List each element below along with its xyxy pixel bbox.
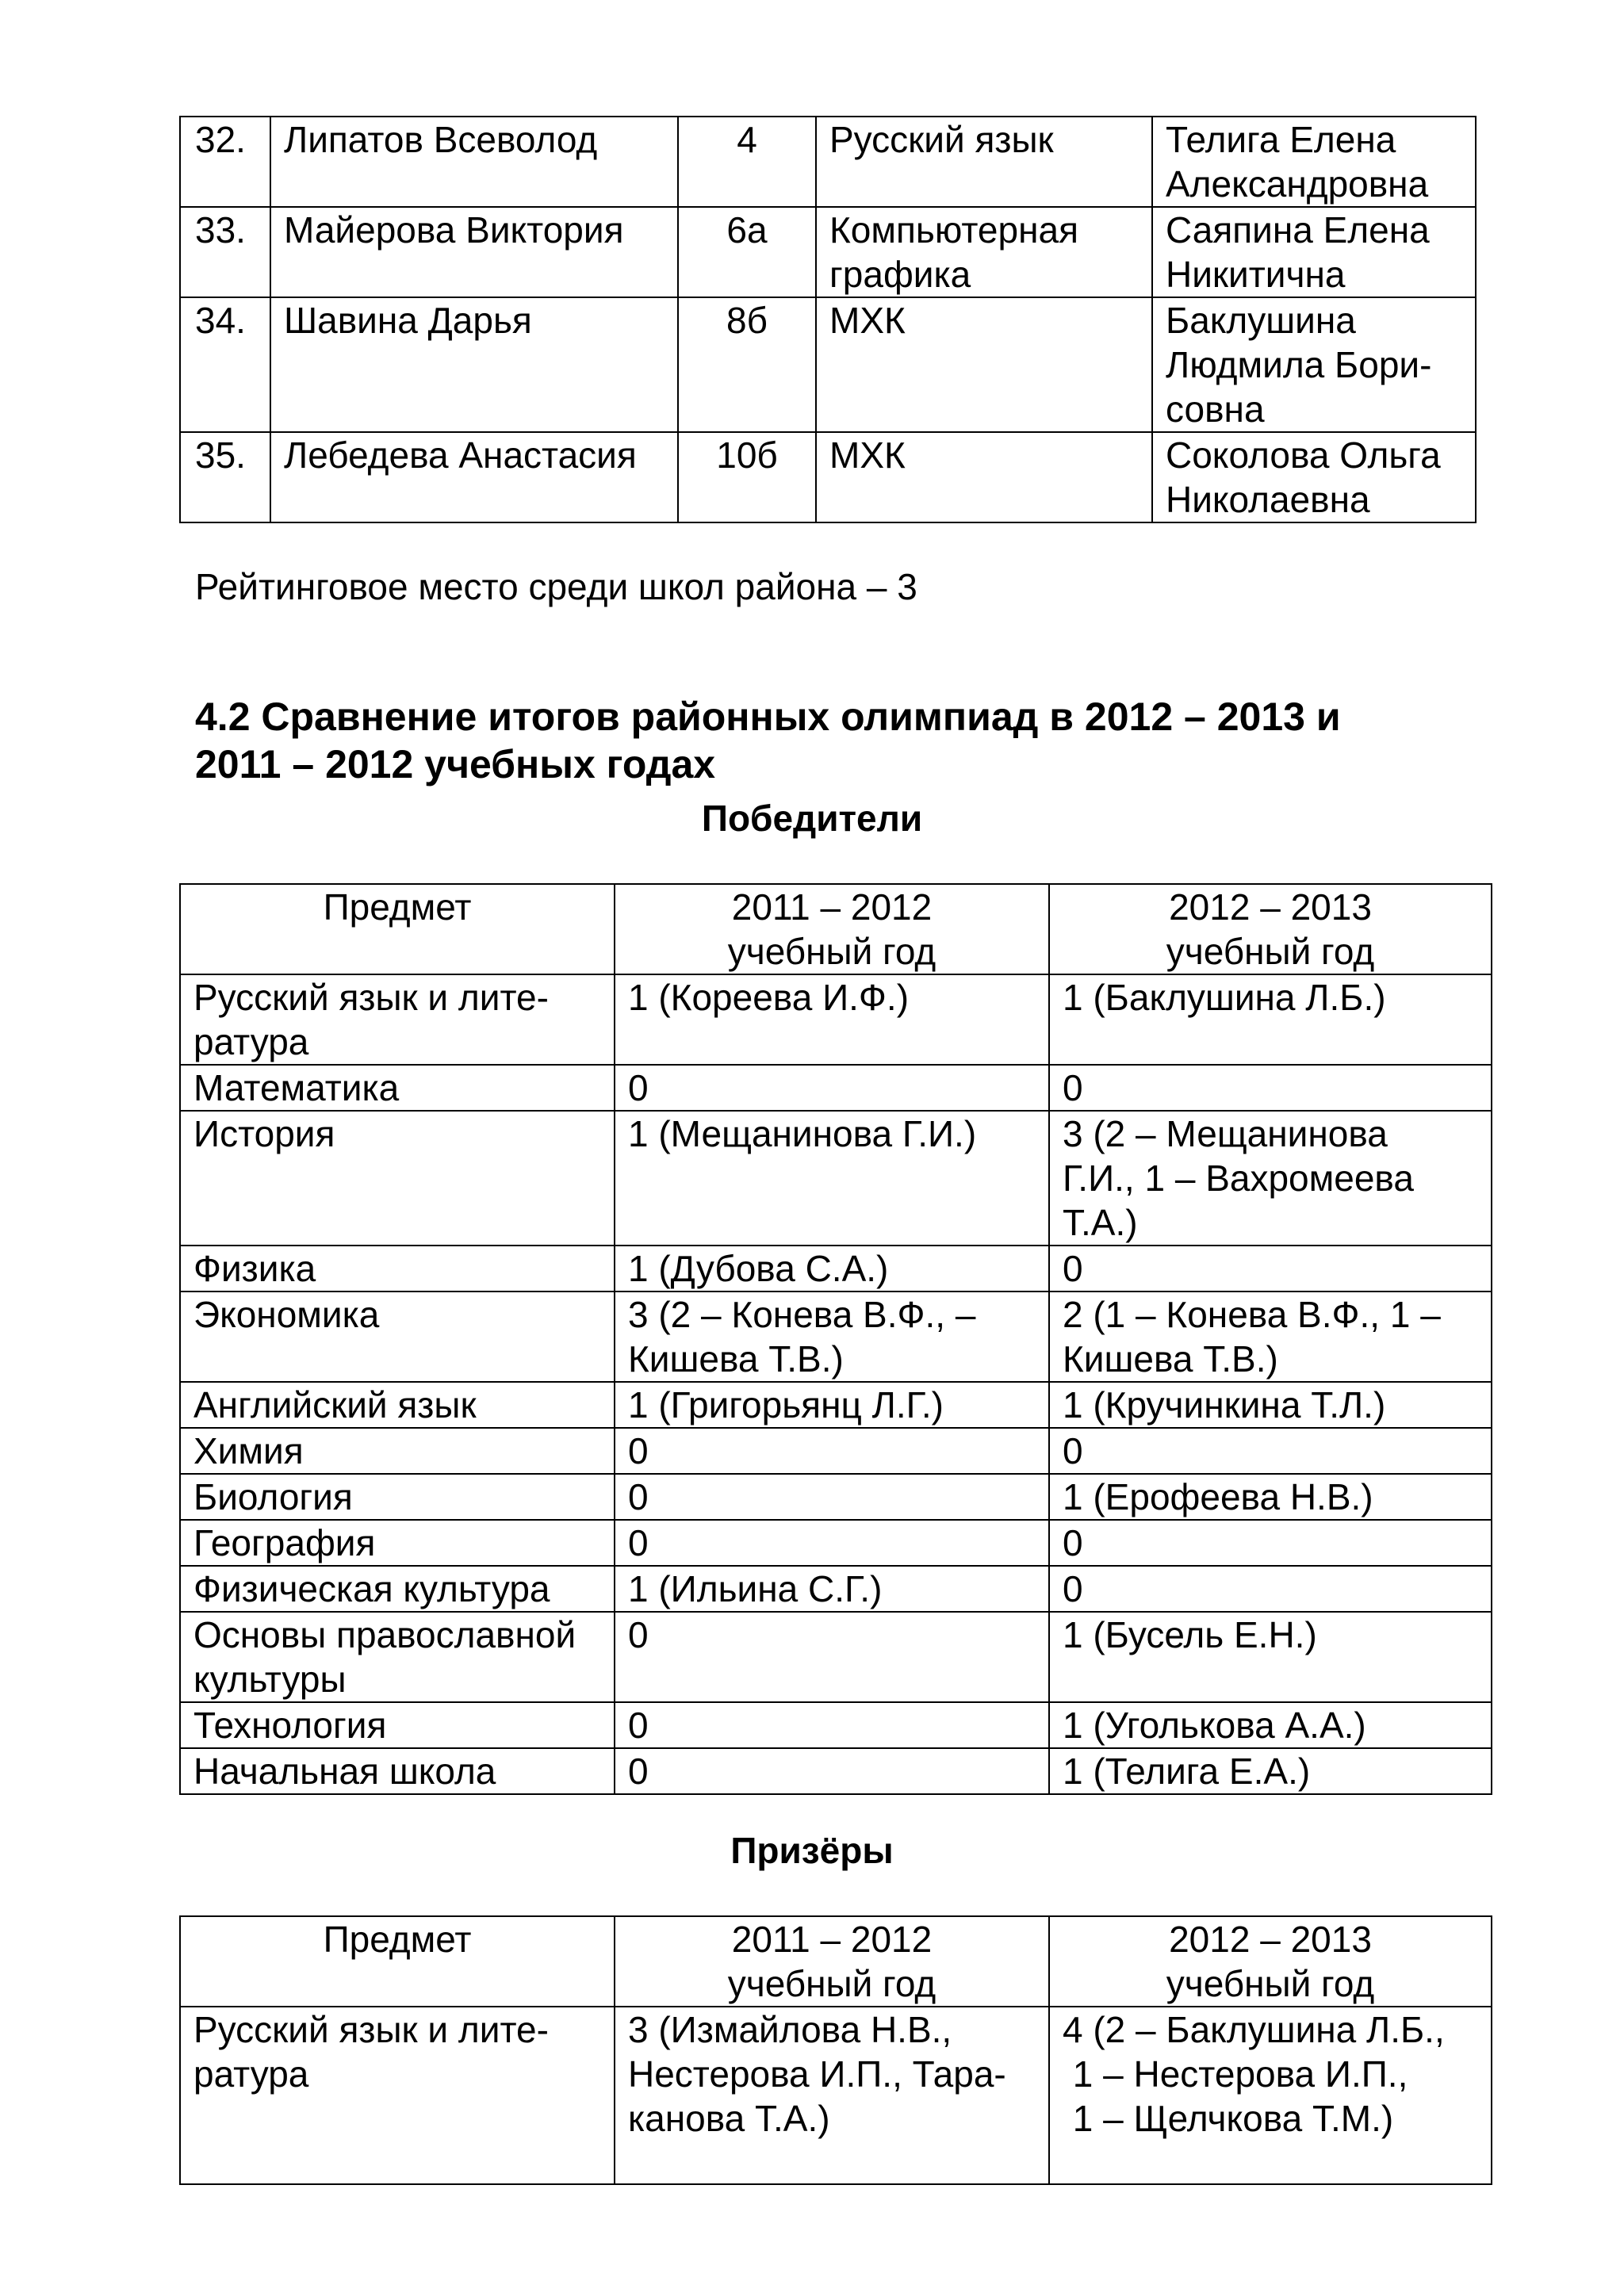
student-name: Липатов Всеволод: [270, 117, 678, 207]
cell-line: 0: [1063, 1248, 1083, 1289]
cell-line: 0: [628, 1522, 649, 1563]
row-year2-value: [1049, 1065, 1492, 1111]
teacher-line: Никитична: [1166, 254, 1346, 295]
teacher-line: Телига Елена: [1166, 119, 1396, 160]
cell-line: География: [193, 1522, 376, 1563]
cell-line: Нестерова И.П., Тара-: [628, 2053, 1006, 2095]
row-subject: [180, 2007, 615, 2184]
cell-line: ратура: [193, 1021, 309, 1062]
cell-line: 1 (Кореева И.Ф.): [628, 977, 910, 1018]
row-year2-value: [1049, 1111, 1492, 1246]
cell-line: 1 – Нестерова И.П.,: [1063, 2053, 1408, 2095]
table-row: [180, 974, 1492, 1065]
cell-line: 1 (Бусель Е.Н.): [1063, 1614, 1317, 1655]
table-row: [180, 1702, 1492, 1748]
cell-line: Математика: [193, 1067, 400, 1108]
row-subject: [180, 1428, 615, 1474]
table-row: [180, 1292, 1492, 1382]
teacher-line: Николаевна: [1166, 479, 1370, 520]
cell-line: 0: [1063, 1067, 1083, 1108]
teacher-line: Соколова Ольга: [1166, 434, 1441, 476]
cell-line: История: [193, 1113, 335, 1154]
cell-line: Физика: [193, 1248, 316, 1289]
row-year1-value: [615, 1065, 1049, 1111]
row-year2-value: [1049, 1382, 1492, 1428]
row-subject: [180, 1382, 615, 1428]
section-heading-line: 2011 – 2012 учебных годах: [195, 742, 716, 786]
cell-line: 1 (Баклушина Л.Б.): [1063, 977, 1386, 1018]
cell-line: 1 (Телига Е.А.): [1063, 1751, 1311, 1792]
header-line: 2011 – 2012: [731, 1919, 933, 1960]
row-number: 32.: [180, 117, 270, 207]
subject-line: Компьютерная: [829, 209, 1078, 251]
row-year2-value: [1049, 974, 1492, 1065]
row-subject: [180, 974, 615, 1065]
row-year2-value: [1049, 1246, 1492, 1292]
cell-line: 0: [628, 1614, 649, 1655]
table-row: [180, 117, 1476, 207]
row-subject: [180, 1702, 615, 1748]
teacher-line: Александровна: [1166, 163, 1429, 205]
table-row: [180, 207, 1476, 297]
cell-line: Русский язык и лите-: [193, 2009, 549, 2050]
header-subject: Предмет: [180, 1916, 615, 2007]
cell-line: Начальная школа: [193, 1751, 496, 1792]
row-subject: [180, 1566, 615, 1612]
row-subject: [180, 1065, 615, 1111]
cell-line: 1 (Дубова С.А.): [628, 1248, 889, 1289]
table-row: [180, 1612, 1492, 1702]
row-year2-value: [1049, 1292, 1492, 1382]
header-line: 2012 – 2013: [1169, 886, 1372, 928]
table-row: [180, 1520, 1492, 1566]
row-subject: [180, 1111, 615, 1246]
row-number: 34.: [180, 297, 270, 432]
student-subject: [816, 207, 1152, 297]
cell-line: 0: [628, 1751, 649, 1792]
header-year1: [615, 1916, 1049, 2007]
cell-line: 1 (Ильина С.Г.): [628, 1568, 883, 1609]
cell-line: Химия: [193, 1430, 304, 1471]
table-row: [180, 1246, 1492, 1292]
cell-line: Основы православной: [193, 1614, 576, 1655]
winners-table: [179, 883, 1492, 1795]
cell-line: 0: [1063, 1522, 1083, 1563]
row-subject: [180, 1246, 615, 1292]
cell-line: 0: [628, 1067, 649, 1108]
cell-line: культуры: [193, 1659, 347, 1700]
student-subject: Русский язык: [816, 117, 1152, 207]
teacher-name: [1152, 117, 1476, 207]
teacher-line: Баклушина: [1166, 300, 1356, 341]
row-year2-value: [1049, 2007, 1492, 2184]
row-subject: [180, 1520, 615, 1566]
row-subject: [180, 1474, 615, 1520]
table-row: [180, 1748, 1492, 1794]
subject-line: графика: [829, 254, 971, 295]
cell-line: 0: [628, 1476, 649, 1517]
student-name: Лебедева Анастасия: [270, 432, 678, 522]
table-row: [180, 297, 1476, 432]
table-row: [180, 1474, 1492, 1520]
table-row: [180, 2007, 1492, 2184]
row-year1-value: [615, 974, 1049, 1065]
student-grade: 4: [678, 117, 816, 207]
table-header-row: [180, 884, 1492, 974]
cell-line: 0: [628, 1705, 649, 1746]
table-row: [180, 1428, 1492, 1474]
winners-subtitle: Победители: [701, 798, 923, 839]
cell-line: 3 (2 – Мещанинова: [1063, 1113, 1388, 1154]
teacher-name: [1152, 297, 1476, 432]
row-year2-value: [1049, 1428, 1492, 1474]
cell-line: ратура: [193, 2053, 309, 2095]
cell-line: Экономика: [193, 1294, 380, 1335]
header-line: учебный год: [1166, 931, 1375, 972]
table-header-row: [180, 1916, 1492, 2007]
cell-line: Т.А.): [1063, 1202, 1138, 1243]
teacher-name: [1152, 207, 1476, 297]
table-row: [180, 1111, 1492, 1246]
cell-line: 0: [628, 1430, 649, 1471]
teacher-name: [1152, 432, 1476, 522]
cell-line: канова Т.А.): [628, 2098, 830, 2139]
cell-line: 1 (Григорьянц Л.Г.): [628, 1384, 944, 1425]
teacher-line: совна: [1166, 388, 1265, 430]
cell-line: 0: [1063, 1430, 1083, 1471]
row-year2-value: [1049, 1474, 1492, 1520]
cell-line: 4 (2 – Баклушина Л.Б.,: [1063, 2009, 1445, 2050]
cell-line: 3 (Измайлова Н.В.,: [628, 2009, 952, 2050]
section-heading: [195, 693, 1511, 788]
student-name: Майерова Виктория: [270, 207, 678, 297]
header-year1: [615, 884, 1049, 974]
cell-line: 3 (2 – Конева В.Ф., –: [628, 1294, 976, 1335]
student-grade: 10б: [678, 432, 816, 522]
row-year1-value: [615, 2007, 1049, 2184]
row-number: 35.: [180, 432, 270, 522]
row-year1-value: [615, 1520, 1049, 1566]
rating-text: Рейтинговое место среди школ района – 3: [195, 566, 917, 607]
cell-line: Физическая культура: [193, 1568, 550, 1609]
header-line: 2011 – 2012: [731, 886, 933, 928]
cell-line: Кишева Т.В.): [628, 1338, 844, 1380]
teacher-line: Людмила Бори-: [1166, 344, 1432, 385]
row-year1-value: [615, 1748, 1049, 1794]
cell-line: 1 (Мещанинова Г.И.): [628, 1113, 977, 1154]
cell-line: 1 (Уголькова А.А.): [1063, 1705, 1366, 1746]
cell-line: 1 – Щелчкова Т.М.): [1063, 2098, 1394, 2139]
cell-line: Г.И., 1 – Вахромеева: [1063, 1158, 1414, 1199]
row-year2-value: [1049, 1612, 1492, 1702]
cell-line: 1 (Ерофеева Н.В.): [1063, 1476, 1373, 1517]
teacher-line: Саяпина Елена: [1166, 209, 1430, 251]
header-line: 2012 – 2013: [1169, 1919, 1372, 1960]
table-row: [180, 1566, 1492, 1612]
row-year1-value: [615, 1612, 1049, 1702]
header-line: учебный год: [727, 931, 936, 972]
header-line: учебный год: [727, 1963, 936, 2004]
row-year1-value: [615, 1702, 1049, 1748]
table-row: [180, 1382, 1492, 1428]
row-year1-value: [615, 1474, 1049, 1520]
row-subject: [180, 1292, 615, 1382]
row-year1-value: [615, 1566, 1049, 1612]
row-subject: [180, 1748, 615, 1794]
row-number: 33.: [180, 207, 270, 297]
header-subject: Предмет: [180, 884, 615, 974]
student-subject: МХК: [816, 297, 1152, 432]
row-subject: [180, 1612, 615, 1702]
header-year2: [1049, 1916, 1492, 2007]
students-table: [179, 116, 1477, 523]
student-name: Шавина Дарья: [270, 297, 678, 432]
student-grade: 8б: [678, 297, 816, 432]
row-year1-value: [615, 1246, 1049, 1292]
row-year1-value: [615, 1382, 1049, 1428]
row-year1-value: [615, 1292, 1049, 1382]
row-year1-value: [615, 1428, 1049, 1474]
cell-line: 0: [1063, 1568, 1083, 1609]
row-year2-value: [1049, 1702, 1492, 1748]
table-row: [180, 1065, 1492, 1111]
cell-line: Биология: [193, 1476, 353, 1517]
cell-line: Кишева Т.В.): [1063, 1338, 1278, 1380]
row-year2-value: [1049, 1566, 1492, 1612]
row-year2-value: [1049, 1520, 1492, 1566]
prizes-table: [179, 1915, 1492, 2185]
header-line: учебный год: [1166, 1963, 1375, 2004]
cell-line: 1 (Кручинкина Т.Л.): [1063, 1384, 1386, 1425]
table-row: [180, 432, 1476, 522]
cell-line: 2 (1 – Конева В.Ф., 1 –: [1063, 1294, 1441, 1335]
cell-line: Технология: [193, 1705, 387, 1746]
header-year2: [1049, 884, 1492, 974]
prizes-subtitle: Призёры: [730, 1830, 894, 1871]
cell-line: Английский язык: [193, 1384, 477, 1425]
row-year2-value: [1049, 1748, 1492, 1794]
cell-line: Русский язык и лите-: [193, 977, 549, 1018]
student-grade: 6а: [678, 207, 816, 297]
row-year1-value: [615, 1111, 1049, 1246]
section-heading-line: 4.2 Сравнение итогов районных олимпиад в 2012 – 2013 и: [195, 695, 1341, 739]
student-subject: МХК: [816, 432, 1152, 522]
